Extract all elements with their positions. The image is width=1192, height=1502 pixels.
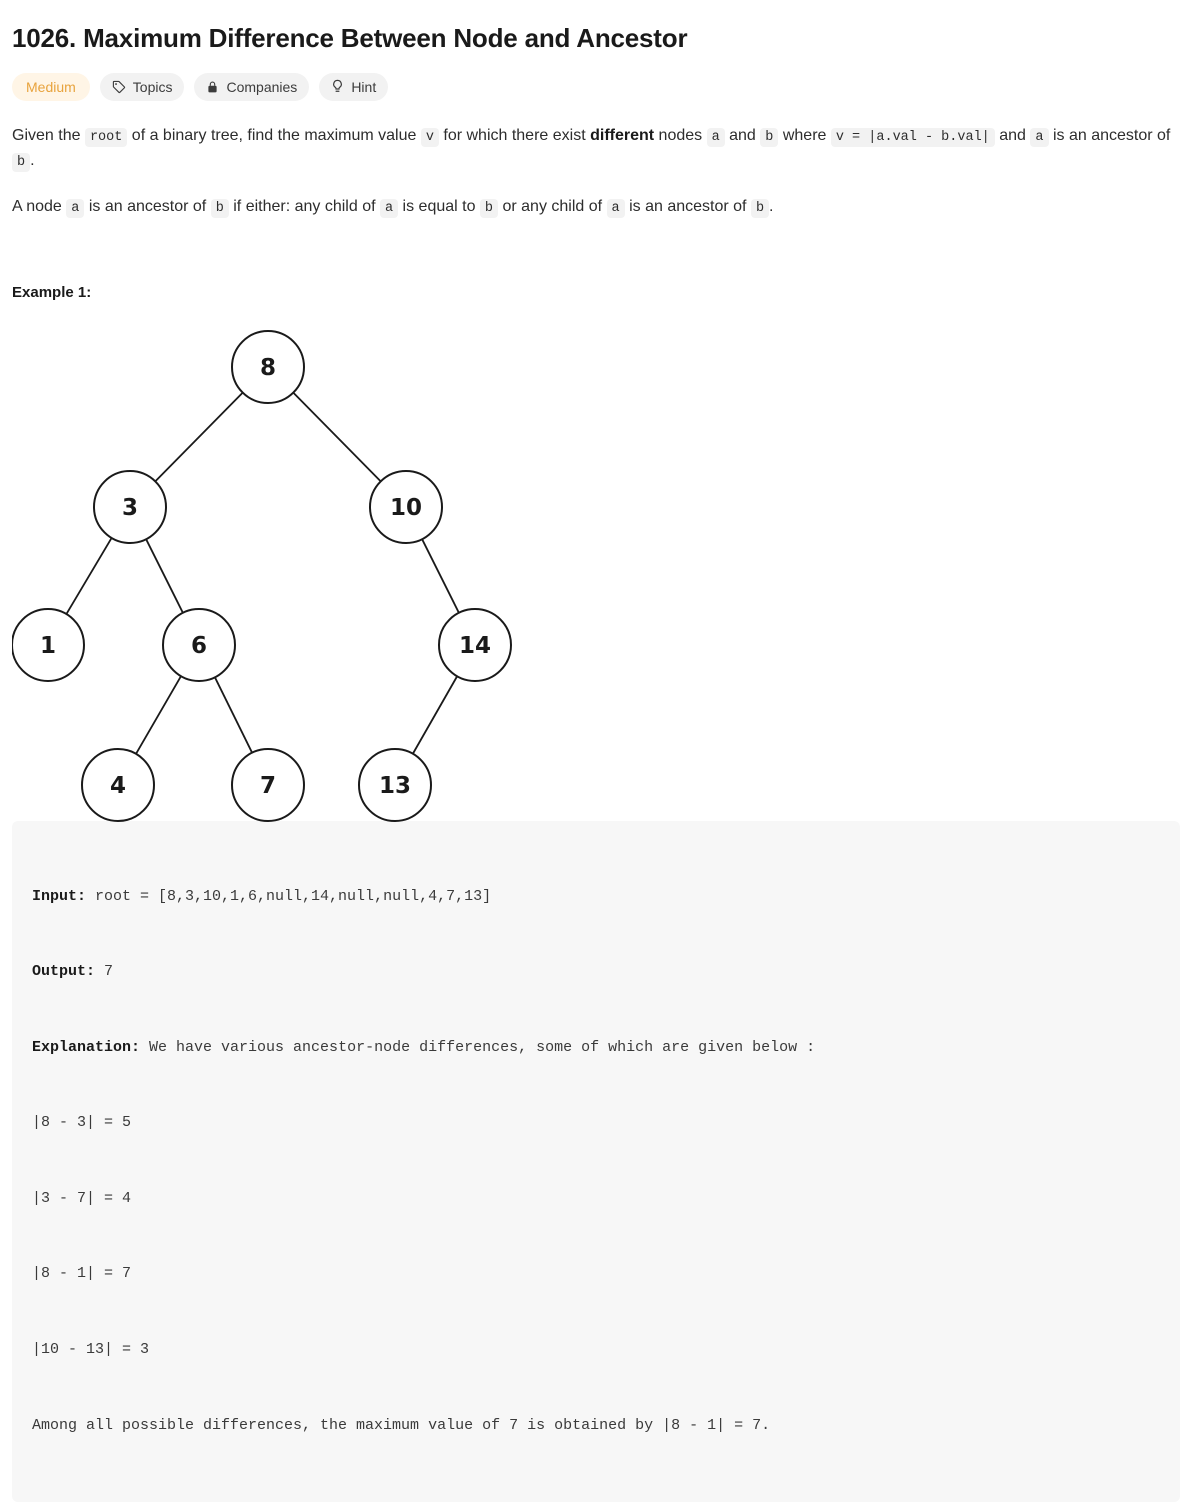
text-fragment: and <box>724 126 761 144</box>
tree-node <box>439 609 511 681</box>
code-b: b <box>760 128 778 147</box>
topics-label: Topics <box>132 78 173 95</box>
tree-node <box>82 749 154 821</box>
tag-icon <box>112 80 126 94</box>
binary-tree-figure <box>12 315 552 815</box>
input-value: root = [8,3,10,1,6,null,14,null,null,4,7,13] <box>86 887 492 905</box>
tree-node-label: 7 <box>259 773 277 800</box>
code-a-2: a <box>1030 128 1048 147</box>
explanation-line <box>32 1035 1160 1060</box>
tree-edge <box>146 539 183 613</box>
page-title: 1026. Maximum Difference Between Node and Ancestor <box>12 23 688 53</box>
text-fragment: or any child of <box>498 198 607 216</box>
tree-node-label: 8 <box>259 355 277 382</box>
diff-line: |3 - 7| = 4 <box>32 1189 132 1207</box>
diff-line: |8 - 1| = 7 <box>32 1265 132 1283</box>
tree-edge <box>215 678 252 753</box>
code-b-2: b <box>12 153 30 172</box>
tag-row <box>12 73 1180 101</box>
tree-edge <box>136 676 181 754</box>
text-fragment: A node <box>12 198 67 216</box>
tree-node <box>94 471 166 543</box>
output-value: 7 <box>95 963 114 981</box>
lightbulb-icon <box>331 79 344 94</box>
tree-node-label: 3 <box>121 495 139 522</box>
diff-line: |8 - 3| = 5 <box>32 1114 132 1132</box>
output-label: Output: <box>32 963 96 981</box>
code-root: root <box>85 128 127 147</box>
code-formula: v = |a.val - b.val| <box>831 128 995 147</box>
tree-diagram <box>12 315 552 827</box>
text-fragment: for which there exist <box>438 126 591 144</box>
explanation-label: Explanation: <box>32 1038 141 1056</box>
text-fragment: nodes <box>654 126 707 144</box>
tree-node <box>232 749 304 821</box>
explanation-value: We have various ancestor-node differences, some of which are given below : <box>140 1038 816 1056</box>
text-fragment: . <box>30 152 35 170</box>
input-label: Input: <box>32 887 87 905</box>
text-fragment: Given the <box>12 126 85 144</box>
input-line <box>32 884 1160 909</box>
companies-label: Companies <box>226 78 298 95</box>
code-b-4: b <box>480 199 498 218</box>
text-fragment: where <box>778 126 831 144</box>
tree-node-label: 6 <box>190 633 208 660</box>
tree-node-label: 13 <box>378 773 412 800</box>
description-paragraph-2 <box>12 194 1180 220</box>
tree-node-label: 14 <box>458 633 492 660</box>
text-fragment: if either: any child of <box>228 198 380 216</box>
topics-button[interactable] <box>100 73 185 101</box>
tree-node <box>12 609 84 681</box>
text-fragment: . <box>769 198 774 216</box>
hint-label: Hint <box>351 78 377 95</box>
tree-edge <box>413 676 457 753</box>
code-b-3: b <box>211 199 229 218</box>
tree-edge <box>422 539 459 613</box>
difficulty-badge[interactable]: Medium <box>12 73 90 101</box>
description-paragraph-1 <box>12 123 1180 175</box>
text-fragment: and <box>994 126 1031 144</box>
text-fragment: is equal to <box>398 198 480 216</box>
diff-line: Among all possible differences, the maximum value of 7 is obtained by |8 - 1| = 7. <box>32 1416 771 1434</box>
emphasis-different: different <box>590 126 655 144</box>
code-a-3: a <box>66 199 84 218</box>
output-line <box>32 959 1160 984</box>
diff-line: |10 - 13| = 3 <box>32 1340 150 1358</box>
tree-node-label: 10 <box>389 495 423 522</box>
tree-node-label: 1 <box>39 633 57 660</box>
example-heading: Example 1: <box>12 284 92 302</box>
companies-button[interactable] <box>194 73 309 101</box>
code-a-4: a <box>380 199 398 218</box>
tree-edge <box>293 393 380 482</box>
tree-edge <box>66 538 111 614</box>
tree-edge <box>155 393 242 482</box>
tree-node <box>232 331 304 403</box>
text-fragment: of a binary tree, find the maximum value <box>127 126 421 144</box>
tree-node <box>370 471 442 543</box>
code-v: v <box>421 128 439 147</box>
code-a-5: a <box>607 199 625 218</box>
tree-node <box>359 749 431 821</box>
lock-icon <box>206 80 219 94</box>
text-fragment: is an ancestor of <box>84 198 211 216</box>
text-fragment: is an ancestor of <box>624 198 751 216</box>
code-b-5: b <box>751 199 769 218</box>
example-code-block <box>12 821 1180 1502</box>
hint-button[interactable] <box>319 73 388 101</box>
code-a: a <box>707 128 725 147</box>
tree-node-label: 4 <box>109 773 127 800</box>
tree-node <box>163 609 235 681</box>
text-fragment: is an ancestor of <box>1048 126 1171 144</box>
